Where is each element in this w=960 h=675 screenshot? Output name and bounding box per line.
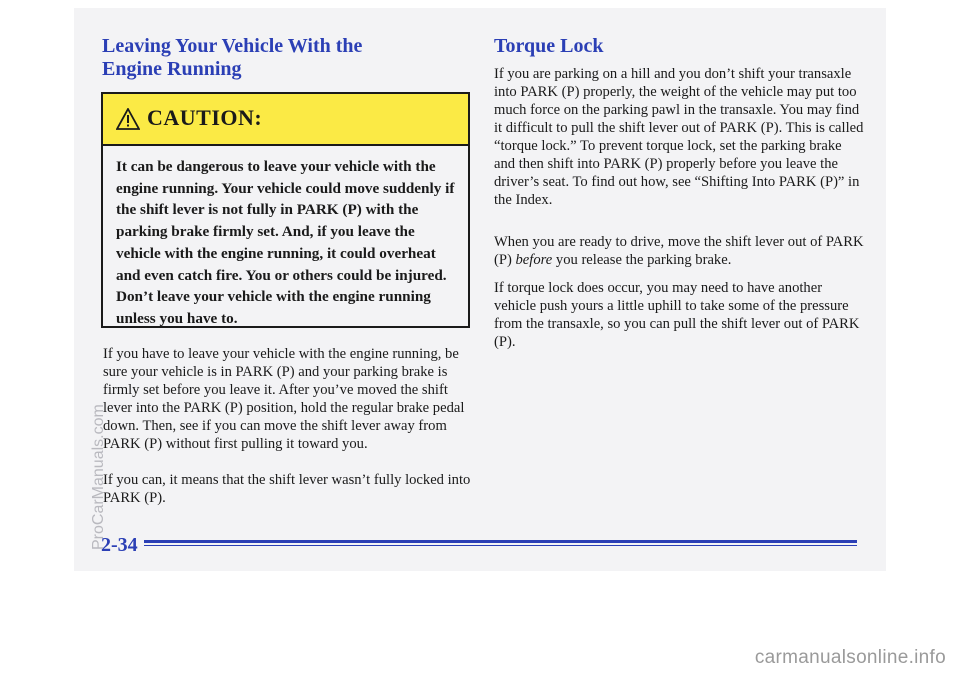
emphasis-text: before xyxy=(515,252,553,268)
body-paragraph: If you can, it means that the shift lever wasn’t fully locked into PARK (P). xyxy=(103,472,471,506)
section-heading-leaving-vehicle: Leaving Your Vehicle With the Engine Running xyxy=(102,35,363,80)
footer-rule-thin xyxy=(144,545,857,546)
side-watermark-text: ProCarManuals.com xyxy=(90,404,107,550)
caution-box xyxy=(101,92,470,328)
bottom-watermark[interactable]: carmanualsonline.info xyxy=(754,647,946,668)
section-heading-torque-lock: Torque Lock xyxy=(494,35,604,57)
body-paragraph: If torque lock does occur, you may need to have another vehicle push yours a little uphill to take some of the pressure from the transaxle, so you can pull the shift lever out of PARK (P). xyxy=(494,280,860,350)
caution-text: It can be dangerous to leave your vehicle with the engine running. Your vehicle could move suddenly if the shift lever is not fully in PARK (P) with the parking brake firmly set. And, if you leave the vehicle with the engine running, it could overheat and even catch fire. You or others could be injured. Don’t leave your vehicle with the engine running unless you have to. xyxy=(116,158,455,327)
page-number: 2-34 xyxy=(101,534,138,556)
paragraph-text: When you are ready to drive, move the shift lever out of PARK (P) xyxy=(494,234,864,268)
paragraph-text: you release the parking brake. xyxy=(552,252,732,268)
caution-title: CAUTION: xyxy=(147,105,263,130)
caution-header xyxy=(103,94,468,146)
body-paragraph: If you are parking on a hill and you don’t shift your transaxle into PARK (P) properly, the weight of the vehicle may put too much force on the parking pawl in the transaxle. You may find it difficult to pull the shift lever out of PARK (P). This is called “torque lock.” To prevent torque lock, set the parking brake and then shift into PARK (P) properly before you leave the driver’s seat. To find out how, see “Shifting Into PARK (P)” in the Index. xyxy=(494,66,864,208)
warning-triangle-icon xyxy=(116,108,140,130)
footer-rule xyxy=(144,540,857,543)
body-paragraph xyxy=(494,233,864,269)
body-paragraph: If you have to leave your vehicle with the engine running, be sure your vehicle is in PARK (P) and your parking brake is firmly set before you leave it. After you’ve moved the shift lever into the PARK (P) position, hold the regular brake pedal down. Then, see if you can move the shift lever away from PARK (P) without first pulling it toward you. xyxy=(103,346,465,452)
